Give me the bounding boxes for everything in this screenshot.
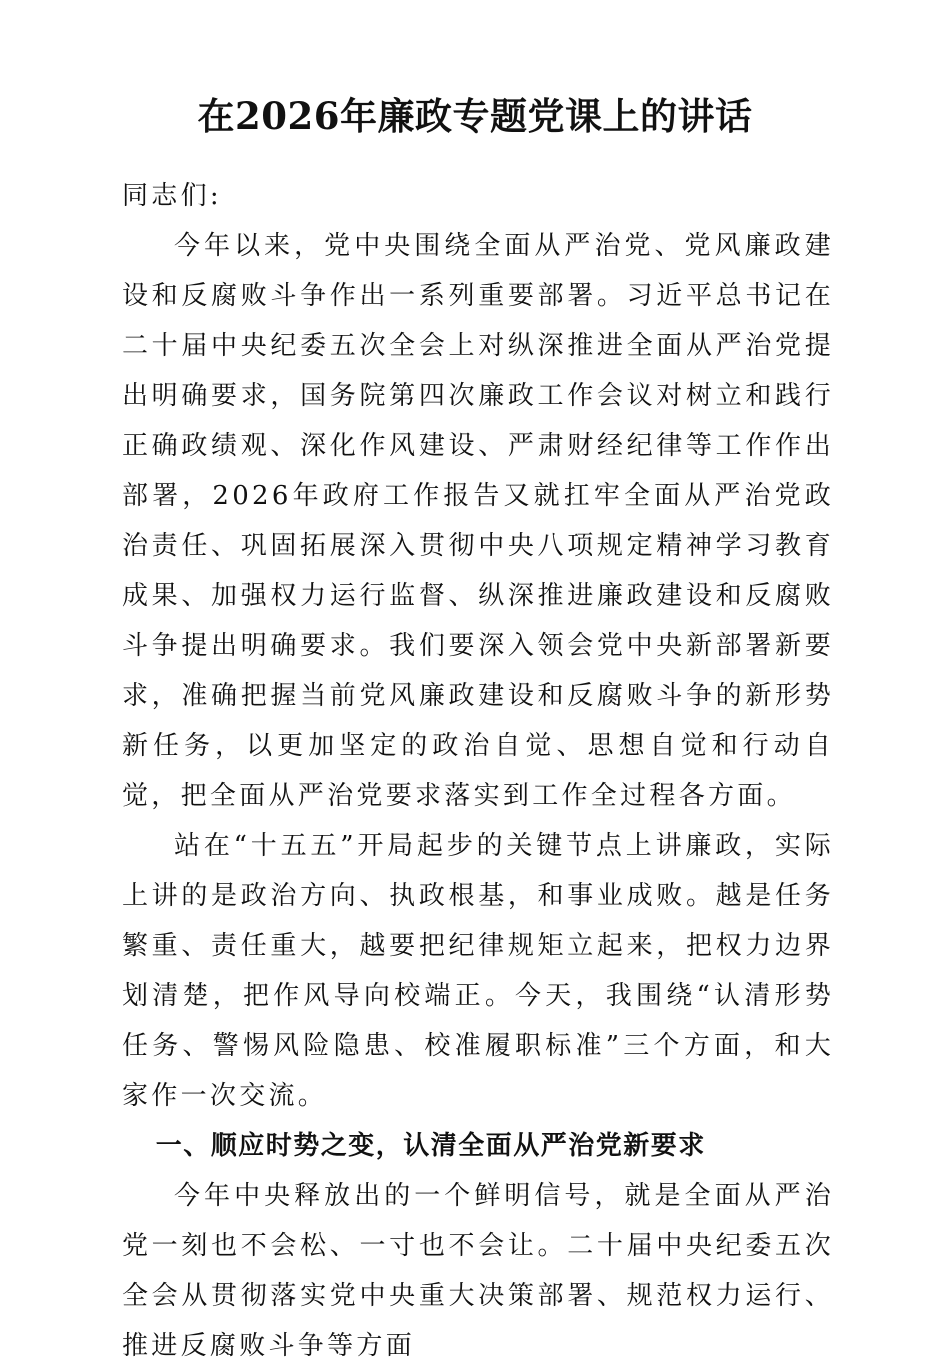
section-heading: 一、顺应时势之变，认清全面从严治党新要求: [155, 1131, 706, 1161]
salutation: 同志们:: [122, 181, 222, 211]
paragraph-intro: 今年以来，党中央围绕全面从严治党、党风廉政建设和反腐败斗争作出一系列重要部署。习近平总书记在二十届中央纪委五次全会上对纵深推进全面从严治党提出明确要求，国务院第四次廉政工作会议对树立和践行正确政绩观、深化作风建设、严肃财经纪律等工作作出部署，2026年政府工作报告又就扛牢全面从严治党政治责任、巩固拓展深入贯彻中央八项规定精神学习教育成果、加强权力运行监督、纵深推进廉政建设和反腐败斗争提出明确要求。我们要深入领会党中央新部署新要求，准确把握当前党风廉政建设和反腐败斗争的新形势新任务，以更加坚定的政治自觉、思想自觉和行动自觉，把全面从严治党要求落实到工作全过程各方面。: [122, 231, 834, 811]
document-body: [122, 171, 834, 1371]
document-title: 在2026年廉政专题党课上的讲话: [197, 94, 753, 138]
paragraph-section-one: 今年中央释放出的一个鲜明信号，就是全面从严治党一刻也不会松、一寸也不会让。二十届中央纪委五次全会从贯彻落实党中央重大决策部署、规范权力运行、推进反腐败斗争等方面: [122, 1181, 834, 1361]
paragraph-context: 站在“十五五”开局起步的关键节点上讲廉政，实际上讲的是政治方向、执政根基，和事业成败。越是任务繁重、责任重大，越要把纪律规矩立起来，把权力边界划清楚，把作风导向校端正。今天，我围绕“认清形势任务、警惕风险隐患、校准履职标准”三个方面，和大家作一次交流。: [122, 831, 834, 1111]
